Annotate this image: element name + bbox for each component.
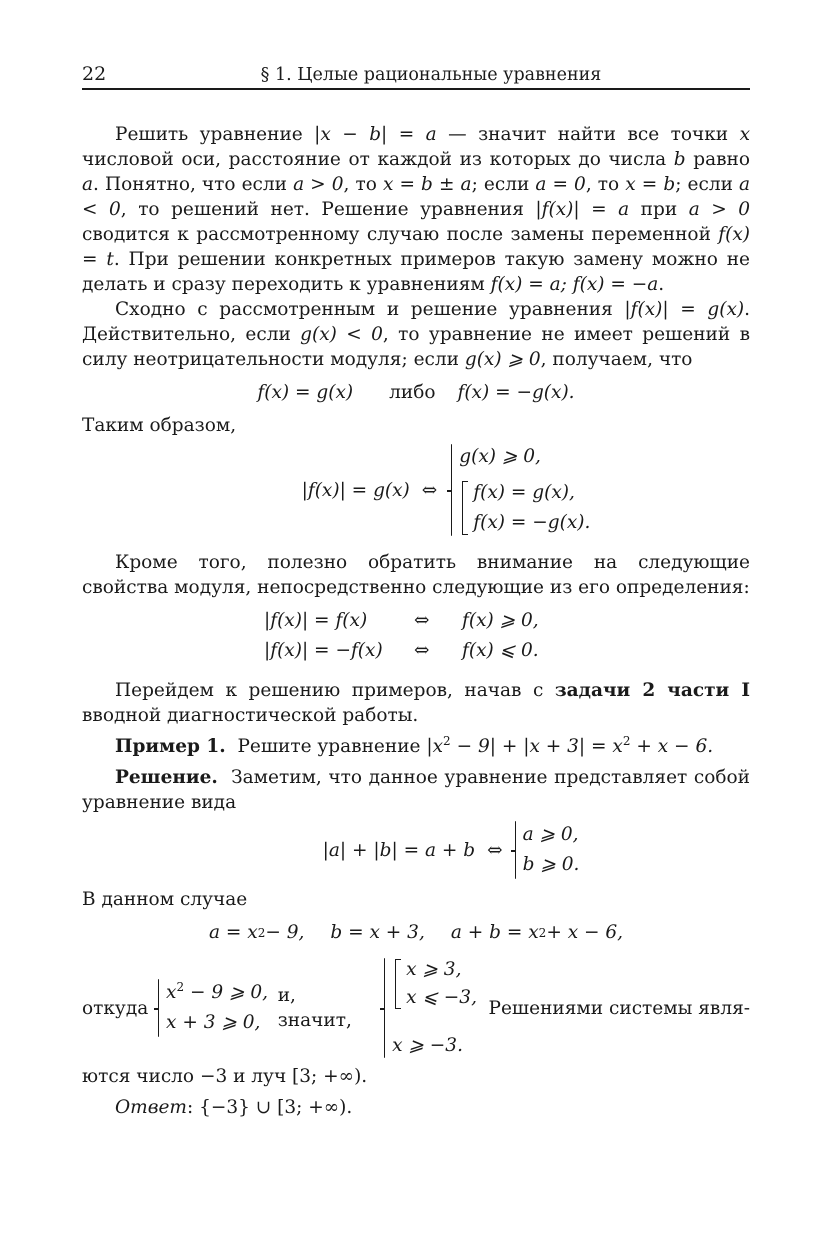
formula-properties bbox=[264, 606, 750, 666]
answer-line: Ответ: {−3} ∪ [3; +∞). bbox=[115, 1097, 353, 1118]
section-title: § 1. Целые рациональные уравнения bbox=[260, 65, 602, 85]
system-brace bbox=[511, 819, 523, 881]
system-brace bbox=[380, 956, 392, 1060]
union-bracket bbox=[392, 956, 402, 1012]
formula-equivalence-system: |f(x)| = g(x) ⇔ g(x) ⩾ 0, f(x) = g(x), f(x) = −g(x). bbox=[142, 442, 750, 538]
solution-intro: Решение. Заметим, что данное уравнение представляет собой уравнение вида bbox=[82, 767, 750, 813]
formula-substitution: a = x 2 − 9, b = x + 3, a + b = x 2 + x − 6, bbox=[208, 922, 624, 943]
formula-ab-system: |a| + |b| = a + b ⇔ a ⩾ 0, b ⩾ 0. bbox=[152, 819, 750, 881]
union-bracket bbox=[459, 478, 469, 538]
running-header bbox=[82, 60, 750, 90]
property-row: |f(x)| = −f(x) ⇔ f(x) ⩽ 0. bbox=[264, 640, 539, 661]
paragraph-properties: Кроме того, полезно обратить внимание на следующие свойства модуля, непосредственно следующие из его определения: bbox=[82, 552, 750, 598]
thus-label: Таким образом, bbox=[82, 415, 237, 436]
paragraph-abs-equal-g: Сходно с рассмотренным и решение уравнения |f(x)| = g(x). Действительно, если g(x) < 0, то уравнение не имеет решений в силу неотрицательности модуля; если g(x) ⩾ 0, получаем, что bbox=[82, 299, 751, 370]
page-number: 22 bbox=[82, 63, 107, 85]
example-1: Пример 1. Решите уравнение $|x^2 - 9| + |x + 3| = x^2 + x - 6$. bbox=[115, 734, 714, 757]
systems-line: откуда $x^2 - 9$ ⩾ 0, x + 3 ⩾ 0, и, значит, x ⩾ 3, x ⩽ −3, x ⩾ −3. Решениями системы явля- bbox=[82, 956, 750, 1060]
system-brace bbox=[447, 442, 459, 538]
paragraph-definition: Решить уравнение |x − b| = a — значит найти все точки x числовой оси, расстояние от каждой из которых до числа b равно a. Понятно, что если a > 0, то x = b ± a; если a = 0, то x = b; если a < 0, то решений нет. Решение уравнения |f(x)| = a при a > 0 сводится к рассмотренному случаю после замены переменной f(x) = t. При решении конкретных примеров такую замену можно не делать и сразу переходить к уравнениям f(x) = a; f(x) = −a. bbox=[82, 124, 751, 295]
paragraph-transition: Перейдем к решению примеров, начав с задачи 2 части I вводной диагностической работы. bbox=[82, 680, 751, 726]
property-row: |f(x)| = f(x) ⇔ f(x) ⩾ 0, bbox=[264, 610, 539, 631]
page bbox=[82, 60, 750, 1120]
solution-conclusion: ются число −3 и луч [3; +∞). bbox=[82, 1066, 368, 1087]
formula-either-or: f(x) = g(x) либо f(x) = −g(x). bbox=[257, 382, 575, 403]
system-brace bbox=[154, 977, 166, 1039]
in-case-label: В данном случае bbox=[82, 889, 248, 910]
